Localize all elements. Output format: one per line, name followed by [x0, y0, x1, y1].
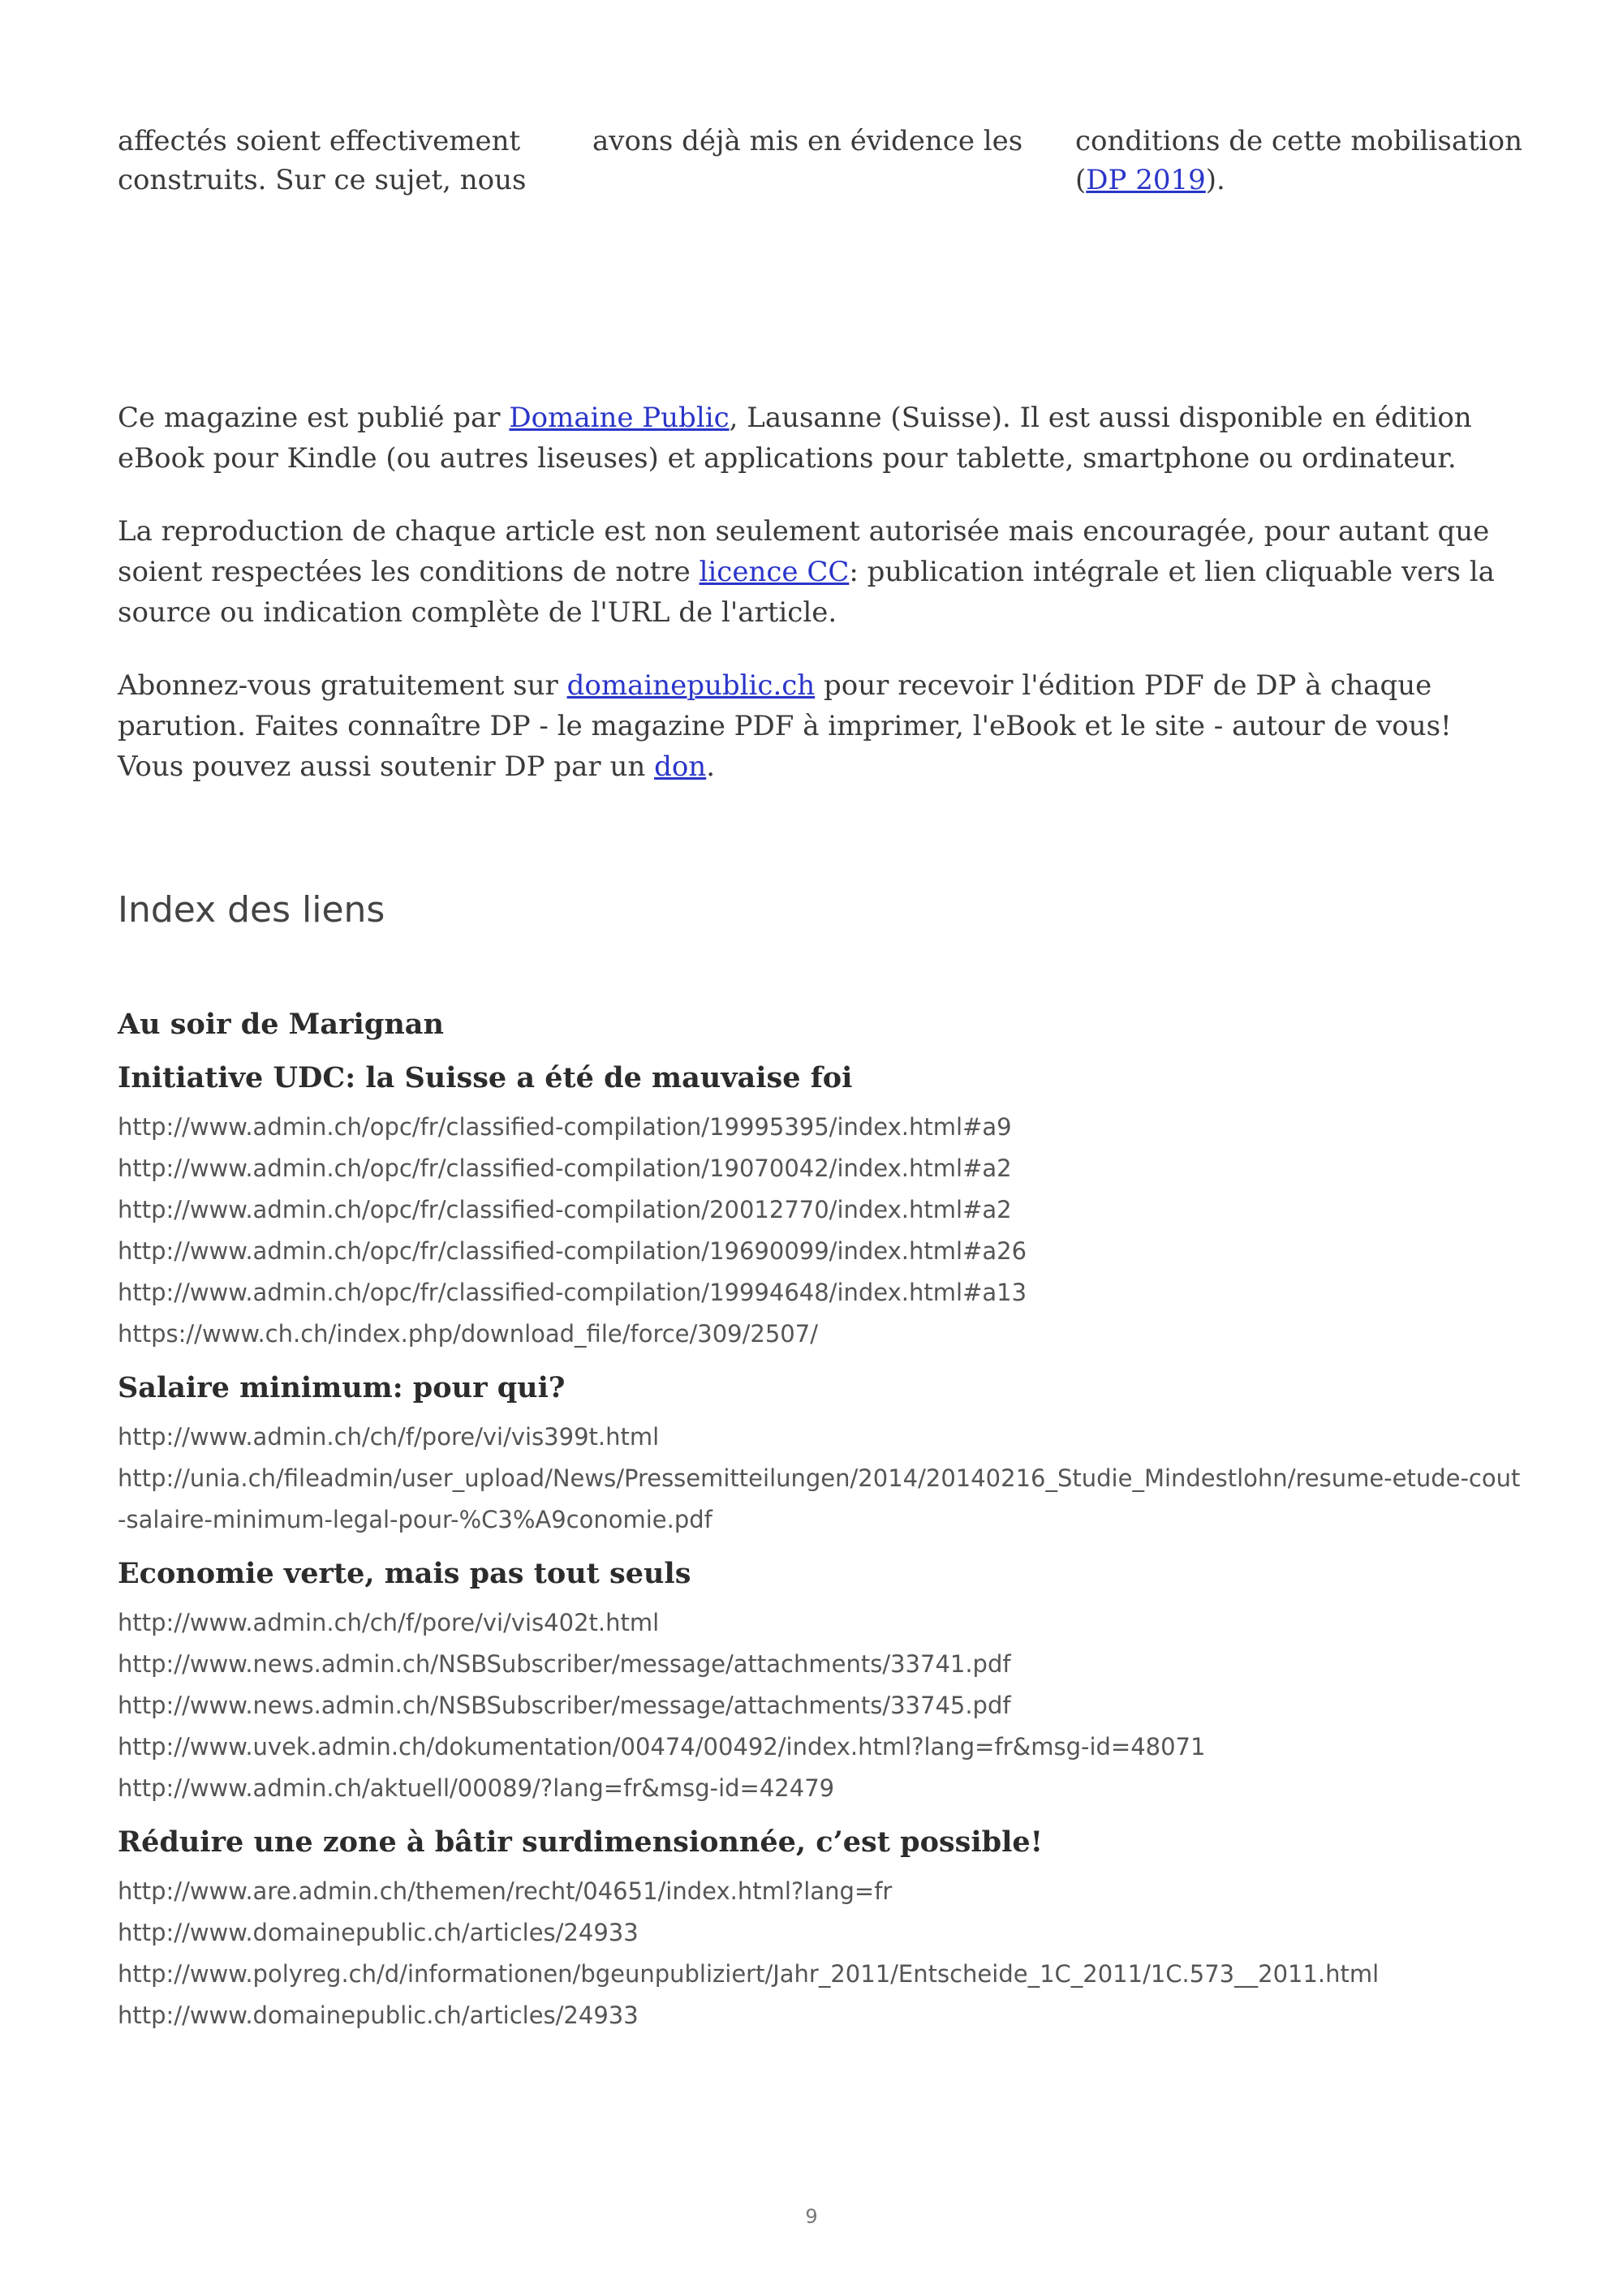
section-title: Economie verte, mais pas tout seuls [118, 1557, 691, 1590]
text-line: avons déjà mis en évidence les [592, 125, 1023, 157]
text-line: conditions de cette mobilisation [1075, 125, 1523, 157]
link-url[interactable]: http://www.are.admin.ch/themen/recht/04651/index.html?lang=fr [118, 1877, 893, 1905]
article-column-1 [118, 122, 540, 200]
link-url[interactable]: http://www.admin.ch/opc/fr/classified-compilation/19995395/index.html#a9 [118, 1113, 1012, 1141]
link-url[interactable]: http://www.domainepublic.ch/articles/24933 [118, 2001, 639, 2029]
text-fragment: , Lausanne (Suisse). Il est aussi disponible en édition eBook pour Kindle (ou autres liseuses) et applications pour tablette, smartphone ou ordinateur. [118, 402, 1472, 475]
section-title: Salaire minimum: pour qui? [118, 1371, 566, 1404]
link-url[interactable]: http://www.domainepublic.ch/articles/24933 [118, 1919, 639, 1946]
link-url[interactable]: http://www.admin.ch/opc/fr/classified-compilation/19994648/index.html#a13 [118, 1279, 1027, 1306]
text-fragment: ). [1205, 164, 1225, 196]
link-url[interactable]: http://www.admin.ch/aktuell/00089/?lang=fr&msg-id=42479 [118, 1774, 835, 1802]
index-section [118, 1822, 1522, 2036]
link-url[interactable]: http://www.news.admin.ch/NSBSubscriber/message/attachments/33741.pdf [118, 1650, 1011, 1678]
licence-cc-link[interactable]: licence CC [699, 556, 850, 588]
link-url[interactable]: http://www.polyreg.ch/d/informationen/bgeunpubliziert/Jahr_2011/Entscheide_1C_2011/1C.573__2011.html [118, 1960, 1380, 1988]
domaine-public-link[interactable]: Domaine Public [509, 402, 730, 434]
info-paragraph [118, 511, 1513, 633]
text-fragment: Ce magazine est publié par [118, 402, 510, 434]
article-column-2 [592, 122, 1047, 161]
section-title: Réduire une zone à bâtir surdimensionnée, c’est possible! [118, 1825, 1044, 1859]
index-section [118, 1004, 1522, 1045]
don-link[interactable]: don [654, 750, 707, 783]
section-title: Au soir de Marignan [118, 1008, 444, 1041]
text-fragment: . [706, 750, 716, 783]
domainepublic-link[interactable]: domainepublic.ch [566, 669, 816, 702]
link-url[interactable]: http://www.admin.ch/ch/f/pore/vi/vis402t.html [118, 1609, 660, 1636]
link-url[interactable]: http://www.admin.ch/opc/fr/classified-compilation/19070042/index.html#a2 [118, 1154, 1012, 1182]
text-fragment: pour recevoir l'édition PDF de DP à chaque parution. Faites connaître DP - le magazine PDF à imprimer, l'eBook et le site - autour de vous! Vous pouvez aussi soutenir DP par un [118, 669, 1452, 783]
publisher-info [118, 398, 1513, 819]
text-line: affectés soient effectivement [118, 125, 521, 157]
text-fragment: Abonnez-vous gratuitement sur [118, 669, 567, 702]
link-url[interactable]: http://www.admin.ch/ch/f/pore/vi/vis399t.html [118, 1423, 660, 1451]
article-column-3 [1075, 122, 1546, 200]
link-url[interactable]: http://unia.ch/fileadmin/user_upload/News/Pressemitteilungen/2014/20140216_Studie_Mindestlohn/resume-etude-cout-salaire-minimum-legal-pour-%C3%A9conomie.pdf [118, 1464, 1521, 1533]
link-url[interactable]: http://www.uvek.admin.ch/dokumentation/00474/00492/index.html?lang=fr&msg-id=48071 [118, 1733, 1206, 1761]
link-url[interactable]: https://www.ch.ch/index.php/download_file/force/309/2507/ [118, 1320, 818, 1348]
page-number: 9 [805, 2205, 818, 2228]
index-section [118, 1554, 1522, 1809]
text-fragment: : publication intégrale et lien cliquable vers la source ou indication complète de l'URL de l'article. [118, 556, 1495, 629]
text-fragment: La reproduction de chaque article est non seulement autorisée mais encouragée, pour autant que soient respectées les conditions de notre [118, 515, 1490, 588]
link-url[interactable]: http://www.news.admin.ch/NSBSubscriber/message/attachments/33745.pdf [118, 1692, 1011, 1719]
link-index [118, 1004, 1522, 2049]
link-url[interactable]: http://www.admin.ch/opc/fr/classified-compilation/20012770/index.html#a2 [118, 1196, 1012, 1223]
text-fragment: ( [1075, 164, 1087, 196]
link-url[interactable]: http://www.admin.ch/opc/fr/classified-compilation/19690099/index.html#a26 [118, 1237, 1027, 1265]
section-title: Initiative UDC: la Suisse a été de mauvaise foi [118, 1061, 853, 1094]
info-paragraph [118, 398, 1513, 479]
index-section [118, 1058, 1522, 1355]
info-paragraph [118, 665, 1513, 787]
dp-2019-link[interactable]: DP 2019 [1086, 164, 1206, 196]
index-section [118, 1368, 1522, 1541]
text-line: construits. Sur ce sujet, nous [118, 164, 527, 196]
index-title: Index des liens [118, 889, 385, 931]
text-line [1075, 161, 1546, 200]
